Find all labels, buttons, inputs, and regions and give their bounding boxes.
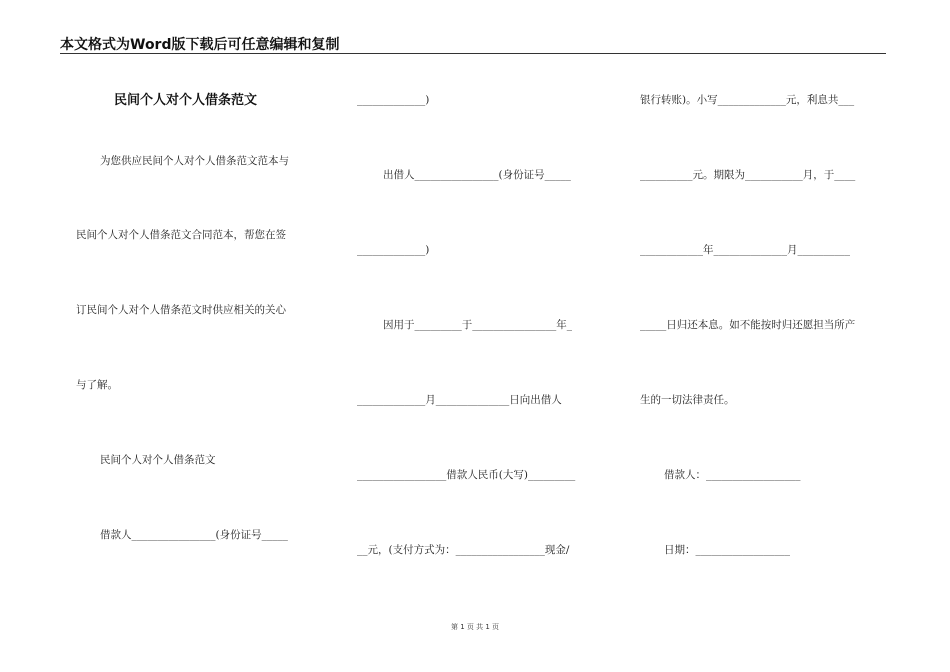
section-heading: 民间个人对个人借条范文: [100, 454, 216, 466]
paragraph-line: 银行转账)。小写_____________元，利息共___: [640, 94, 855, 106]
paragraph-line: 为您供应民间个人对个人借条范文范本与: [100, 155, 289, 167]
repayment-line: _____日归还本息。如不能按时归还愿担当所产: [640, 319, 856, 331]
amount-line: _________________借款人民币(大写)_________: [357, 469, 576, 481]
borrower-line: 借款人________________(身份证号_____: [100, 529, 288, 541]
header-title: 本文格式为Word版下载后可任意编辑和复制: [60, 37, 340, 53]
header-divider: [60, 53, 886, 54]
page-footer: 第 1 页 共 1 页: [450, 623, 500, 631]
lender-line: 出借人________________(身份证号_____: [383, 169, 571, 181]
signature-date: 日期：__________________: [664, 544, 790, 556]
paragraph-line: _____________月______________日向出借人: [357, 394, 562, 406]
paragraph-line: 与了解。: [76, 379, 118, 391]
paragraph-line: 订民间个人对个人借条范文时供应相关的关心: [76, 304, 286, 316]
doc-title: 民间个人对个人借条范文: [114, 93, 258, 108]
paragraph-line: 民间个人对个人借条范文合同范本，帮您在签: [76, 229, 286, 241]
paragraph-line: _____________): [357, 244, 430, 256]
signature-borrower: 借款人：__________________: [664, 469, 801, 481]
payment-method-line: __元，(支付方式为：_________________现金/: [357, 544, 570, 556]
paragraph-line: _____________): [357, 94, 430, 106]
liability-line: 生的一切法律责任。: [640, 394, 735, 406]
purpose-line: 因用于_________于________________年_: [383, 319, 572, 331]
date-line: ____________年______________月__________: [640, 244, 850, 256]
term-line: __________元。期限为___________月，于____: [640, 169, 856, 181]
